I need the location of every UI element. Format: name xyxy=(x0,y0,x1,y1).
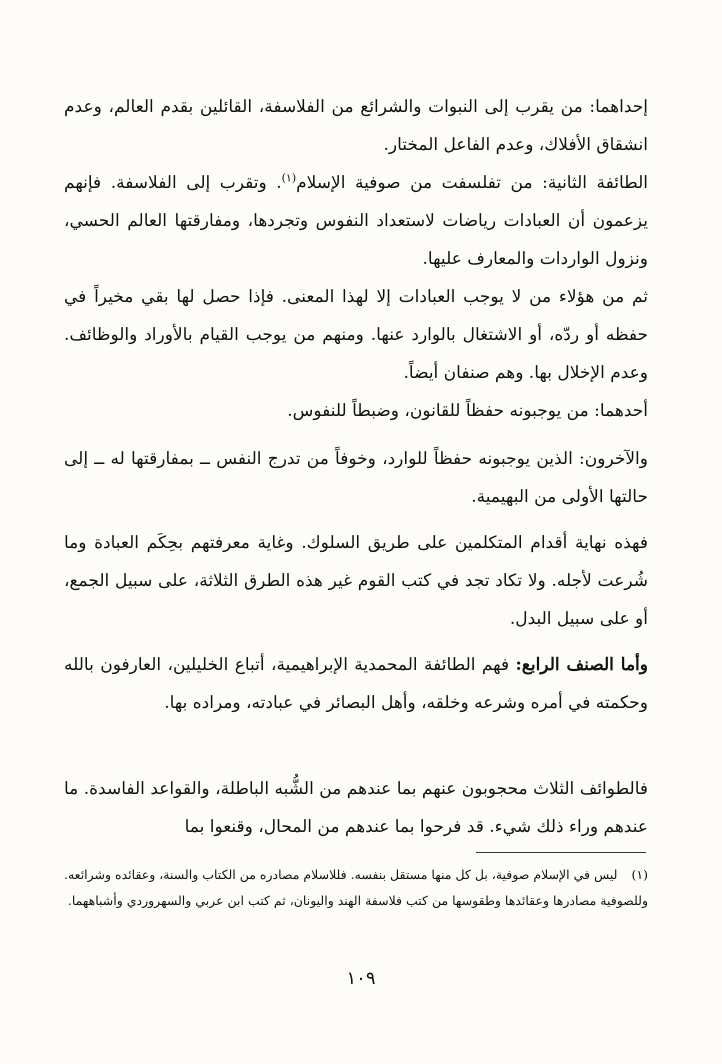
paragraph-text-part: الطائفة الثانية: من تفلسفت من صوفية الإسلام xyxy=(296,173,648,193)
footnote xyxy=(64,862,648,914)
paragraph-text: إحداهما: من يقرب إلى النبوات والشرائع من الفلاسفة، القائلين بقدم العالم، وعدم انشقاق الأفلاك، وعدم الفاعل المختار. xyxy=(64,97,648,155)
footnote-marker: (١) xyxy=(631,867,648,882)
footnote-text: ليس في الإسلام صوفية، بل كل منها مستقل بنفسه. فللاسلام مصادره من الكتاب والسنة، وعقائده وشرائعه. وللصوفية مصادرها وعقائدها وطقوسها من كتب فلاسفة الهند واليونان، ثم كتب ابن عربي والسهروردي وأشباههما. xyxy=(64,867,648,908)
paragraph xyxy=(64,392,648,430)
paragraph-text: أحدهما: من يوجبونه حفظاً للقانون، وضبطاً للنفوس. xyxy=(287,401,648,421)
paragraph xyxy=(64,88,648,164)
paragraph-text: ثم من هؤلاء من لا يوجب العبادات إلا لهذا المعنى. فإذا حصل لها بقي مخيراً في حفظه أو ردّه، أو الاشتغال بالوارد عنها. ومنهم من يوجب القيام بالأوراد والوظائف. وعدم الإخلال بها. وهم صنفان أيضاً. xyxy=(64,287,648,383)
paragraph xyxy=(64,524,648,638)
paragraph-text: فالطوائف الثلاث محجوبون عنهم بما عندهم من الشُّبه الباطلة، والقواعد الفاسدة. ما عندهم وراء ذلك شيء. قد فرحوا بما عندهم من المحال، وقنعوا بما xyxy=(64,779,648,837)
footnote-reference: (١) xyxy=(281,171,297,185)
paragraph xyxy=(64,440,648,516)
page-number: ١٠٩ xyxy=(346,968,376,989)
paragraph-text-part: . وتقرب إلى الفلاسفة. فإنهم يزعمون أن العبادات رياضات لاستعداد النفوس وتجردها، ومفارقتها العالم الحسي، ونزول الواردات والمعارف عليها. xyxy=(64,173,648,269)
section-lead: وأما الصنف الرابع: xyxy=(515,655,648,675)
paragraph-text xyxy=(64,164,648,278)
paragraph xyxy=(64,770,648,846)
paragraph-text: فهذه نهاية أقدام المتكلمين على طريق السلوك. وغاية معرفتهم بحِكَم العبادة وما شُرعت لأجله. ولا تكاد تجد في كتب القوم غير هذه الطرق الثلاثة، على سبيل الجمع، أو على سبيل البدل. xyxy=(64,533,648,629)
paragraph xyxy=(64,278,648,392)
paragraph-text-part: فهم الطائفة المحمدية الإبراهيمية، أتباع الخليلين، العارفون بالله وحكمته في أمره وشرعه وخلقه، وأهل البصائر في عبادته، ومراده بها. xyxy=(64,655,648,713)
paragraph-text: والآخرون: الذين يوجبونه حفظاً للوارد، وخوفاً من تدرج النفس ــ بمفارقتها له ــ إلى حالتها الأولى من البهيمية. xyxy=(64,449,648,507)
paragraph xyxy=(64,164,648,278)
footnote-divider xyxy=(476,852,646,853)
paragraph-text xyxy=(64,646,648,722)
paragraph xyxy=(64,646,648,722)
